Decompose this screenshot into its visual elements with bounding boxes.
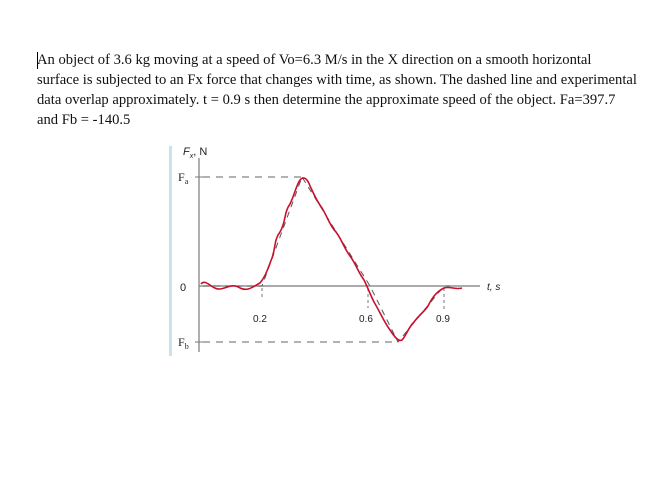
zero-label: 0 xyxy=(180,282,187,294)
y-axis-label: $F_x$, N xyxy=(183,146,208,160)
x-axis-label: t, s xyxy=(487,282,501,293)
x-tick-label-0.2: 0.2 xyxy=(253,314,267,325)
fb-label: $F_b$ xyxy=(178,335,189,351)
problem-statement: An object of 3.6 kg moving at a speed of Vo=6.3 M/s in the X direction on a smooth horizontal surface is subjected to an Fx force that changes with time, as shown. The dashed line and experimental data overlap approximately. t = 0.9 s then determine the approximate speed of the object. Fa=397.7 and Fb = -140.5 xyxy=(37,52,637,128)
dashed-force-profile xyxy=(203,177,450,342)
experimental-curve xyxy=(201,178,462,340)
graph-left-bar xyxy=(169,146,172,356)
x-tick-label-0.6: 0.6 xyxy=(359,314,373,325)
fa-label: $F_a$ xyxy=(178,170,189,186)
x-tick-label-0.9: 0.9 xyxy=(436,314,450,325)
